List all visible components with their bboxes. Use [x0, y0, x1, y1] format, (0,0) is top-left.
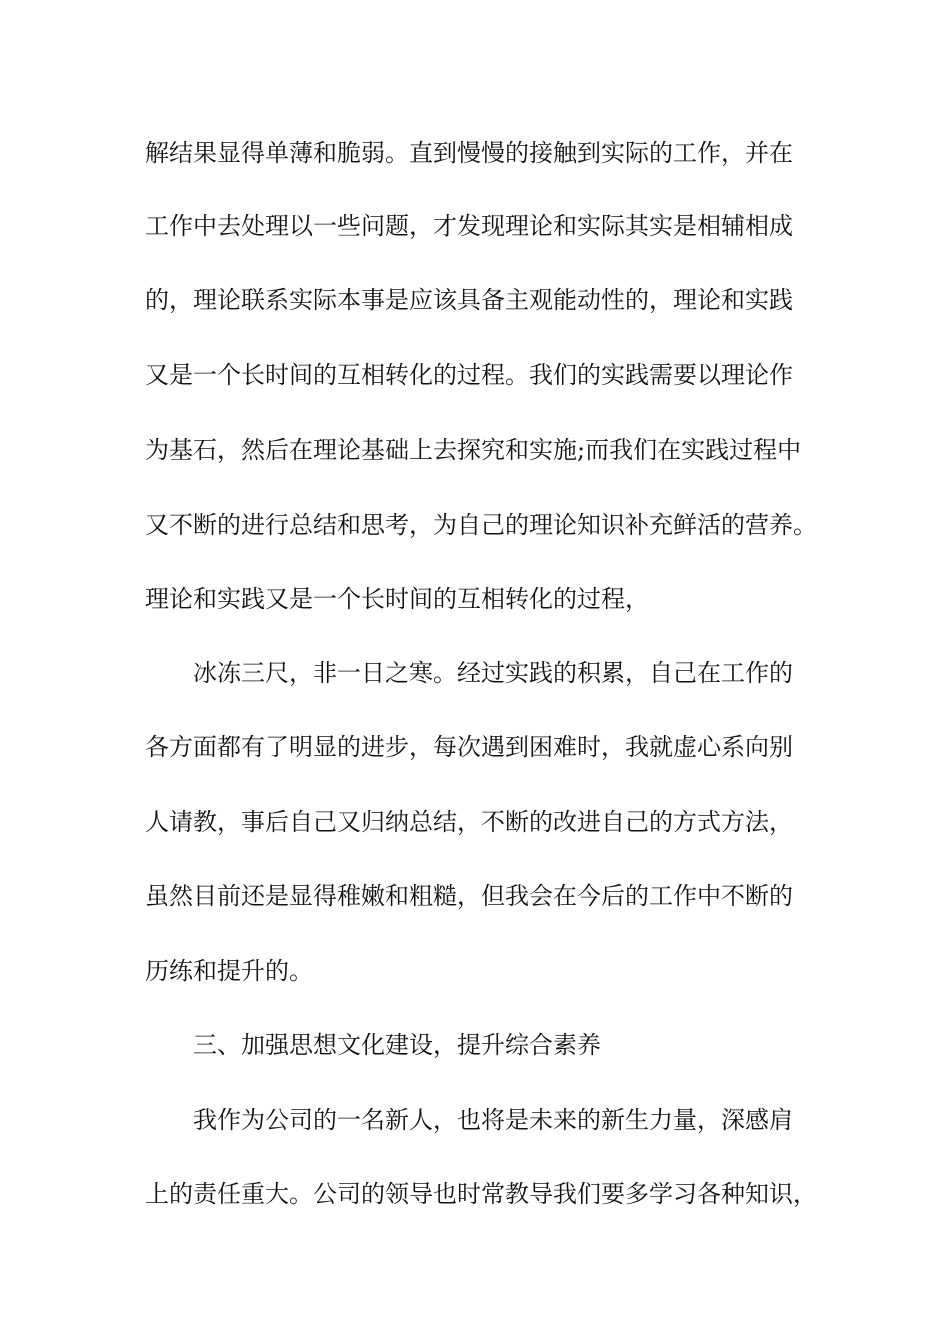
paragraph-start-line: 我作为公司的一名新人，也将是未来的新生力量，深感肩	[193, 1106, 793, 1134]
text-line: 各方面都有了明显的进步，每次遇到困难时，我就虚心系向别	[145, 733, 793, 761]
text-line: 工作中去处理以一些问题，才发现理论和实际其实是相辅相成	[145, 212, 793, 240]
text-line: 解结果显得单薄和脆弱。直到慢慢的接触到实际的工作，并在	[145, 139, 793, 167]
text-line: 的，理论联系实际本事是应该具备主观能动性的，理论和实践	[145, 286, 793, 314]
text-line: 理论和实践又是一个长时间的互相转化的过程，	[145, 585, 649, 613]
paragraph-start-line: 冰冻三尺，非一日之寒。经过实践的积累，自己在工作的	[193, 659, 793, 687]
text-line: 又是一个长时间的互相转化的过程。我们的实践需要以理论作	[145, 361, 793, 389]
text-line: 上的责任重大。公司的领导也时常教导我们要多学习各种知识，	[145, 1180, 817, 1208]
text-line: 为基石，然后在理论基础上去探究和实施;而我们在实践过程中	[145, 436, 802, 464]
text-line: 虽然目前还是显得稚嫩和粗糙，但我会在今后的工作中不断的	[145, 882, 793, 910]
text-line: 人请教，事后自己又归纳总结，不断的改进自己的方式方法，	[145, 808, 793, 836]
section-heading: 三、加强思想文化建设，提升综合素养	[193, 1031, 601, 1059]
text-line: 历练和提升的。	[145, 957, 313, 985]
text-line: 又不断的进行总结和思考，为自己的理论知识补充鲜活的营养。	[145, 511, 817, 539]
